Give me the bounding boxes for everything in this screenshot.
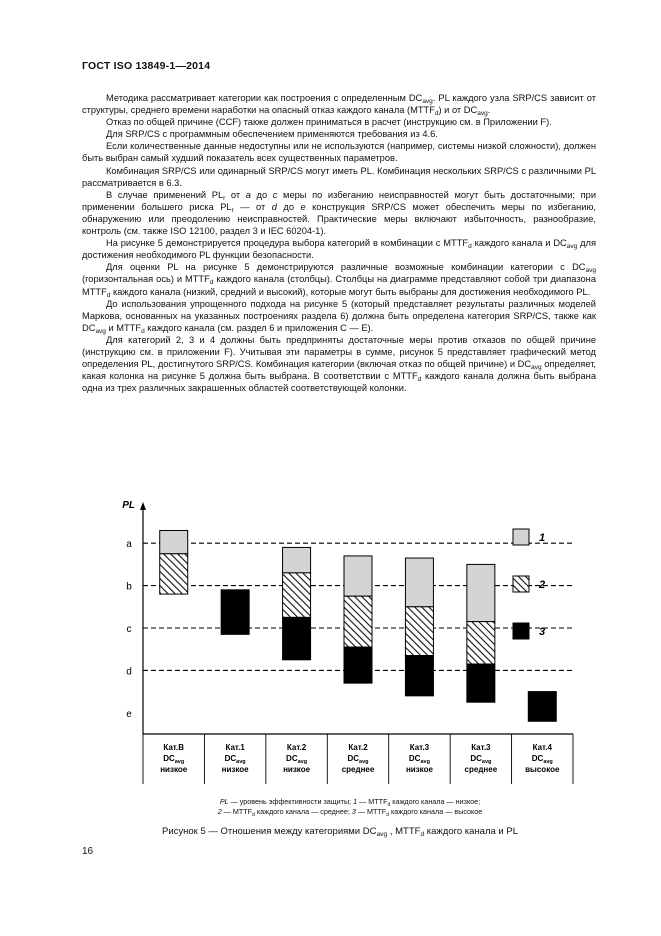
- x-tick-label: $DC_{avg}$: [224, 754, 246, 765]
- x-tick-label: низкое: [283, 765, 311, 774]
- legend-swatch: [513, 576, 529, 592]
- legend-label: 3: [539, 626, 546, 638]
- bar-segment-3: [467, 664, 495, 702]
- paragraph: На рисунке 5 демонстрируется процедура выбора категорий в комбинации с $MTTF_d$ каждого канала и $DC_{avg}$ для достижения необходимого PL функции безопасности.: [82, 238, 596, 261]
- body-text: [82, 92, 596, 394]
- x-tick-label: среднее: [341, 765, 375, 774]
- paragraph: В случае применений $PL_r$ от a до c меры по избеганию неисправностей могут быть достаточными; при применении большего риска $PL_r$ — от d до e конструкция SRP/CS может обеспечить меры по избеганию, обнаружению или преодолению неисправностей. Практические меры включают избыточность, разнообразие, контроль (см. также ISO 12100, раздел 3 и IEC 60204-1).: [82, 189, 597, 237]
- x-tick-label: $DC_{avg}$: [347, 754, 369, 765]
- bar-segment-2: [405, 607, 433, 656]
- paragraph: Если количественные данные недоступны или не используются (например, системы низкой сложности), должен быть выбран самый худший показатель всех существенных параметров.: [82, 141, 596, 164]
- figure-legend-note: [140, 797, 560, 817]
- paragraph: Комбинация SRP/CS или одинарный SRP/CS могут иметь PL. Комбинация нескольких SRP/CS с различными PL рассматривается в 6.3.: [82, 165, 596, 188]
- paragraph: Методика рассматривает категории как построения с определенным $DC_{avg}$. PL каждого узла SRP/CS зависит от структуры, среднего времени наработки на опасный отказ каждого канала $(MTTF_d)$ и от $DC_{avg}$.: [82, 93, 596, 118]
- bar-segment-2: [283, 573, 311, 618]
- legend-label: 2: [539, 579, 546, 591]
- paragraph: Для категорий 2, 3 и 4 должны быть предприняты достаточные меры против отказов по общей причине (инструкцию см. в приложении F). Учитывая эти параметры в сумме, рисунок 5 представляет графический метод определения PL, достигнутого SRP/CS. Комбинация категории (включая отказ по общей причине) и $DC_{avg}$ определяет, какая колонка на рисунке 5 должна быть выбрана. В соответствии с $MTTF_d$ каждого канала должна быть выбрана одна из трех различных закрашенных областей соответствующей колонки.: [82, 334, 596, 394]
- legend-note-line: 2 — $MTTF_d$ каждого канала — среднее; 3 — $MTTF_d$ каждого канала — высокое: [217, 807, 483, 818]
- x-tick-label: Кат.3: [471, 743, 491, 752]
- legend-label: 1: [539, 532, 546, 544]
- bar-segment-1: [467, 564, 495, 621]
- bar-segment-2: [160, 554, 188, 594]
- y-tick-label: d: [126, 666, 132, 678]
- x-tick-label: Кат.1: [225, 743, 245, 752]
- y-tick-label: b: [126, 581, 132, 593]
- x-tick-label: Кат.3: [409, 743, 430, 752]
- bar-segment-1: [283, 547, 311, 572]
- bar-segment-1: [160, 530, 188, 553]
- paragraph: Для оценки PL на рисунке 5 демонстрируются различные возможные комбинации категории с $DC_{avg}$ (горизонтальная ось) и $MTTF_d$ каждого канала (столбцы). Столбцы на диаграмме представляют собой три диапазона $MTTF_d$ каждого канала (низкий, средний и высокий), которые могут быть выбраны для достижения необходимого PL.: [82, 262, 596, 299]
- x-tick-label: $DC_{avg}$: [470, 754, 492, 765]
- bar-segment-3: [528, 692, 556, 722]
- x-tick-label: $DC_{avg}$: [408, 754, 430, 765]
- bar-segment-3: [344, 647, 372, 683]
- bar-segment-3: [283, 617, 311, 659]
- paragraph: До использования упрощенного подхода на рисунке 5 (который представляет результаты различных моделей Маркова, основанных на указанных построениях раздела 6) должна быть определена категория SRP/CS, также как $DC_{avg}$ и $MTTF_d$ каждого канала (см. раздел 6 и приложения С — Е).: [82, 298, 596, 335]
- y-tick-label: e: [126, 708, 132, 720]
- x-tick-label: Кат.2: [286, 743, 307, 752]
- paragraph: Отказ по общей причине (CCF) также должен приниматься в расчет (инструкцию см. в Приложении F).: [106, 117, 552, 128]
- chart-svg: [115, 492, 585, 792]
- y-tick-label: c: [126, 624, 132, 635]
- bar-segment-2: [344, 596, 372, 647]
- y-axis-arrow: [140, 502, 146, 510]
- legend-note-line: PL — уровень эффективности защиты; 1 — $MTTF_d$ каждого канала — низкое;: [219, 797, 481, 808]
- x-tick-label: низкое: [221, 765, 249, 774]
- bar-segment-1: [344, 556, 372, 596]
- bar-segment-1: [405, 558, 433, 607]
- y-tick-label: a: [126, 539, 132, 551]
- x-tick-label: высокое: [525, 765, 560, 774]
- figure-caption: Рисунок 5 — Отношения между категориями $DC_{avg}$ , $MTTF_d$ каждого канала и PL: [161, 826, 518, 838]
- x-tick-label: среднее: [464, 765, 498, 774]
- x-tick-label: Кат.В: [163, 743, 185, 752]
- figure-5-chart: [115, 492, 585, 792]
- x-tick-label: Кат.4: [532, 743, 552, 752]
- y-axis-label: PL: [122, 500, 135, 511]
- legend-swatch: [513, 623, 529, 639]
- legend-swatch: [513, 529, 529, 545]
- x-tick-label: $DC_{avg}$: [286, 754, 308, 765]
- bar-segment-3: [405, 656, 433, 696]
- bar-segment-3: [221, 590, 249, 635]
- paragraph: Для SRP/CS с программным обеспечением применяются требования из 4.6.: [106, 129, 438, 140]
- page-number: 16: [82, 846, 94, 857]
- x-tick-label: $DC_{avg}$: [163, 754, 185, 765]
- x-tick-label: Кат.2: [348, 743, 368, 752]
- bar-segment-2: [467, 622, 495, 664]
- x-tick-label: низкое: [405, 765, 433, 774]
- x-tick-label: $DC_{avg}$: [531, 754, 553, 765]
- document-header: ГОСТ ISO 13849-1—2014: [82, 60, 211, 72]
- x-tick-label: низкое: [160, 765, 188, 774]
